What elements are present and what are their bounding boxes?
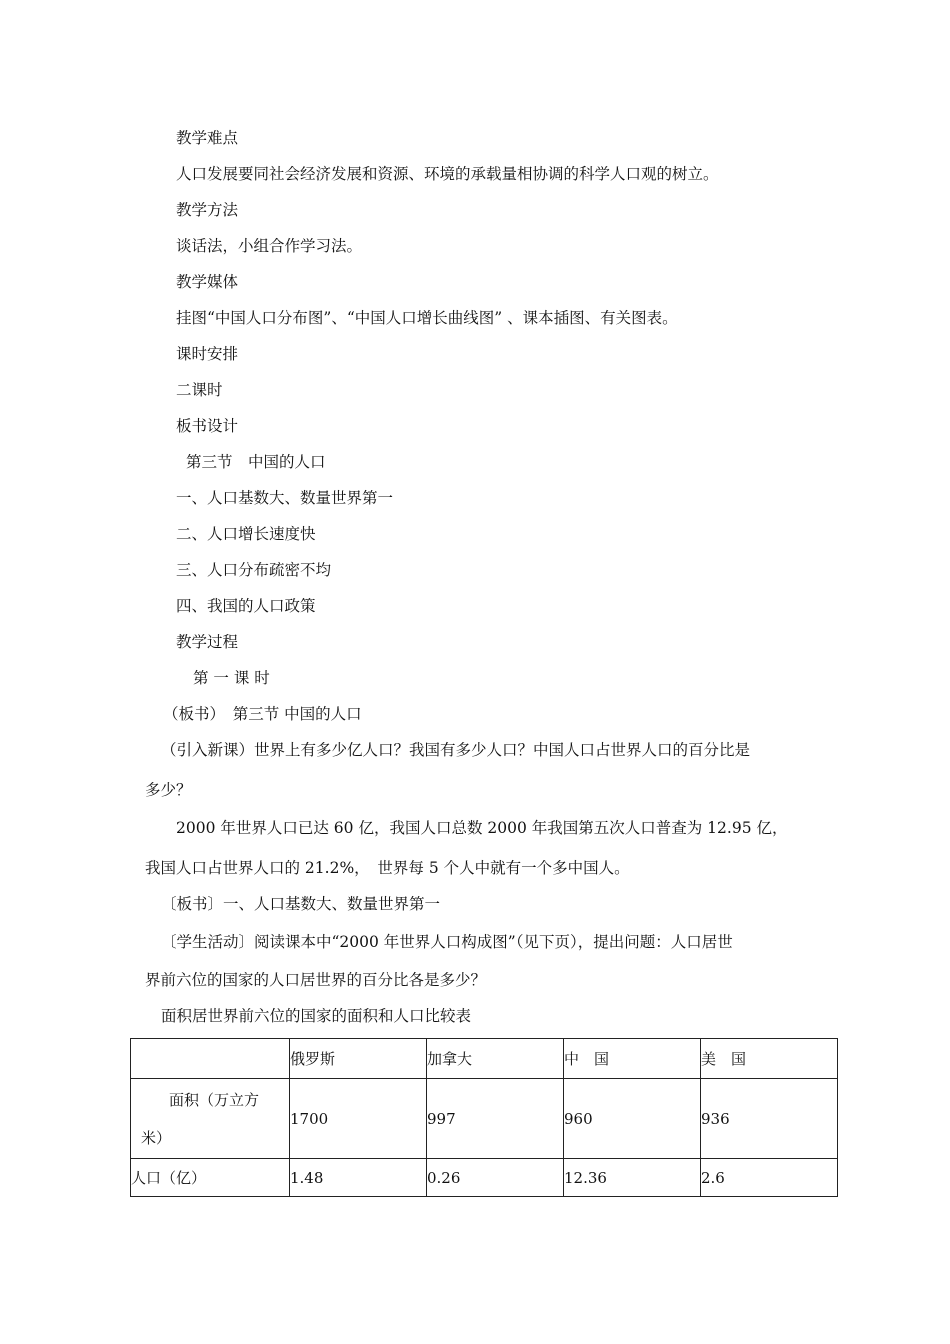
table-header-row bbox=[131, 1039, 838, 1079]
heading-schedule: 课时安排 bbox=[176, 345, 239, 363]
population-paragraph-line-1: 2000 年世界人口已达 60 亿，我国人口总数 2000 年我国第五次人口普查为 12.95 亿， bbox=[176, 819, 788, 837]
table-header-cell: 俄罗斯 bbox=[290, 1039, 427, 1079]
student-activity-line-1: 〔学生活动〕阅读课本中“2000 年世界人口构成图”（见下页），提出问题：人口居世 bbox=[161, 933, 733, 951]
population-paragraph-line-2: 我国人口占世界人口的 21.2%， 世界每 5 个人中就有一个多中国人。 bbox=[145, 859, 630, 877]
table-cell: 2.6 bbox=[701, 1159, 838, 1197]
table-header-cell bbox=[131, 1039, 290, 1079]
intro-paragraph-line-1: （引入新课）世界上有多少亿人口？我国有多少人口？中国人口占世界人口的百分比是 bbox=[161, 741, 751, 759]
board-note-point-1: 〔板书〕一、人口基数大、数量世界第一 bbox=[161, 895, 441, 913]
table-row bbox=[131, 1079, 838, 1159]
heading-board-design: 板书设计 bbox=[176, 417, 239, 435]
paragraph-difficulty: 人口发展要同社会经济发展和资源、环境的承载量相协调的科学人口观的树立。 bbox=[176, 165, 719, 183]
table-cell: 997 bbox=[427, 1079, 564, 1159]
heading-teaching-process: 教学过程 bbox=[176, 633, 239, 651]
board-note-title: （板书） 第三节 中国的人口 bbox=[163, 705, 362, 723]
lesson-one-title: 第 一 课 时 bbox=[193, 669, 270, 687]
board-item-3: 三、人口分布疏密不均 bbox=[176, 561, 332, 579]
table-header-cell: 中 国 bbox=[564, 1039, 701, 1079]
board-item-1: 一、人口基数大、数量世界第一 bbox=[176, 489, 394, 507]
table-caption: 面积居世界前六位的国家的面积和人口比较表 bbox=[161, 1007, 472, 1025]
table-row-label: 面积（万立方米） bbox=[131, 1079, 290, 1159]
table-cell: 960 bbox=[564, 1079, 701, 1159]
table-cell: 936 bbox=[701, 1079, 838, 1159]
comparison-table bbox=[130, 1038, 838, 1197]
paragraph-schedule: 二课时 bbox=[176, 381, 223, 399]
intro-paragraph-line-2: 多少？ bbox=[145, 781, 192, 799]
table-header-cell: 加拿大 bbox=[427, 1039, 564, 1079]
board-section-title: 第三节 中国的人口 bbox=[186, 453, 326, 471]
heading-teaching-difficulty: 教学难点 bbox=[176, 129, 239, 147]
table-cell: 0.26 bbox=[427, 1159, 564, 1197]
table-cell: 1700 bbox=[290, 1079, 427, 1159]
table-header-cell: 美 国 bbox=[701, 1039, 838, 1079]
heading-teaching-media: 教学媒体 bbox=[176, 273, 239, 291]
table-row bbox=[131, 1159, 838, 1197]
heading-teaching-method: 教学方法 bbox=[176, 201, 239, 219]
student-activity-line-2: 界前六位的国家的人口居世界的百分比各是多少？ bbox=[145, 971, 487, 989]
table-row-label: 人口（亿） bbox=[131, 1159, 290, 1197]
board-item-2: 二、人口增长速度快 bbox=[176, 525, 316, 543]
table-cell: 1.48 bbox=[290, 1159, 427, 1197]
board-item-4: 四、我国的人口政策 bbox=[176, 597, 316, 615]
paragraph-method: 谈话法，小组合作学习法。 bbox=[176, 237, 363, 255]
paragraph-media: 挂图“中国人口分布图”、“中国人口增长曲线图” 、课本插图、有关图表。 bbox=[176, 309, 678, 327]
table-cell: 12.36 bbox=[564, 1159, 701, 1197]
